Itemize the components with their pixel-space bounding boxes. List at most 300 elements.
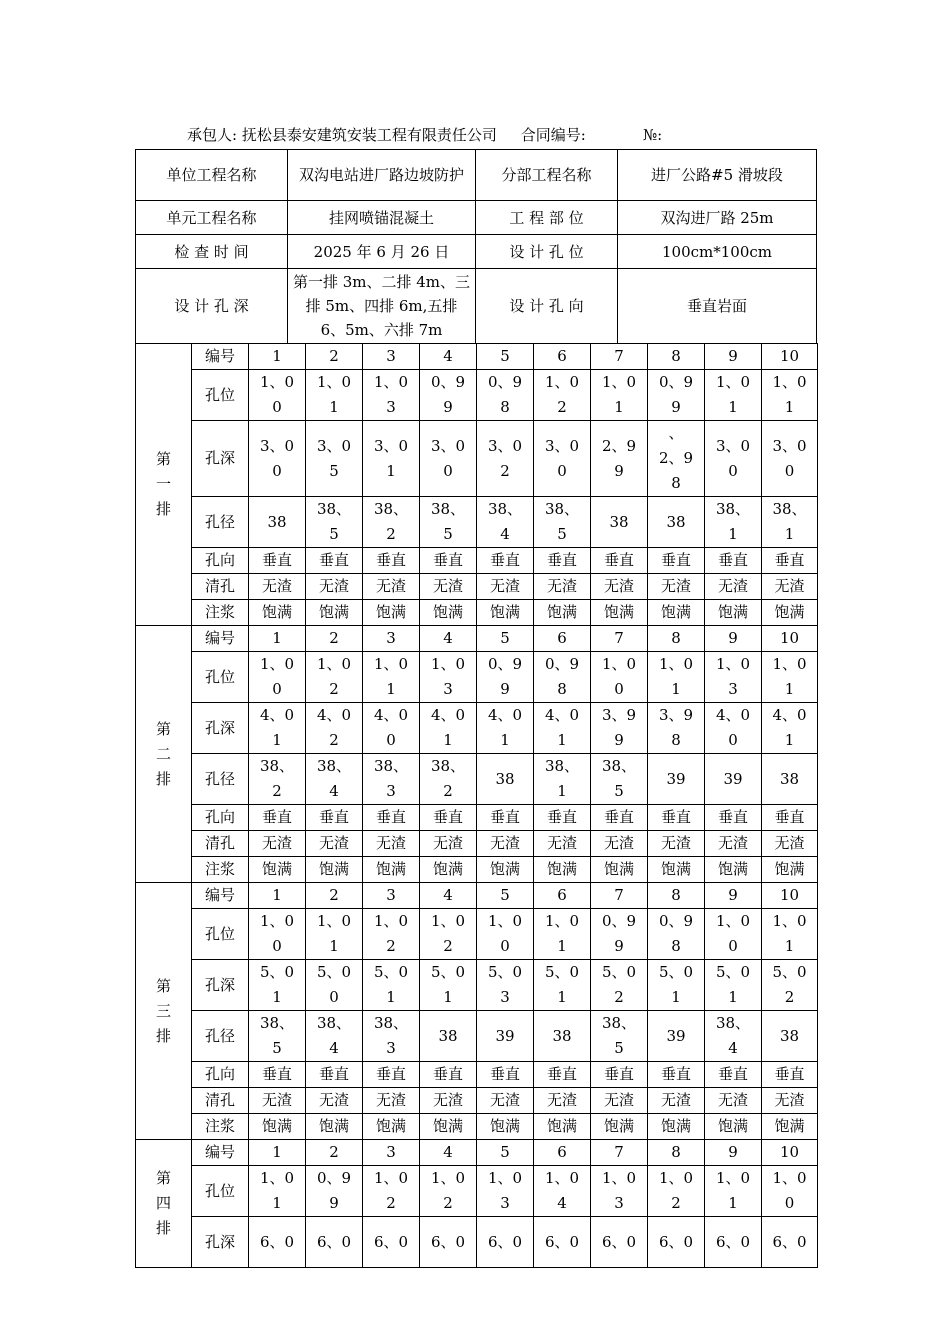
cell-direction: 垂直 xyxy=(249,805,306,831)
row-label-grouting: 注浆 xyxy=(192,1114,249,1140)
row-label-grouting: 注浆 xyxy=(192,857,249,883)
row-label-number: 编号 xyxy=(192,626,249,652)
cell-value: 38 xyxy=(779,1026,800,1045)
check-time-value: 2025 年 6 月 26 日 xyxy=(288,235,476,269)
row-label-diameter: 孔径 xyxy=(192,1011,249,1062)
cell-value: 6、0 xyxy=(373,1232,409,1251)
row-label-direction: 孔向 xyxy=(192,548,249,574)
cell-cleaning: 无渣 xyxy=(363,1088,420,1114)
table-row xyxy=(136,652,818,703)
cell-diameter xyxy=(420,497,477,548)
cell-depth xyxy=(591,703,648,754)
cell-position xyxy=(648,370,705,421)
cell-position xyxy=(363,909,420,960)
check-time-label: 检 查 时 间 xyxy=(136,235,288,269)
cell-number: 3 xyxy=(363,344,420,370)
cell-value: 39 xyxy=(495,1026,515,1045)
cell-value: 1、03 xyxy=(430,655,466,698)
cell-position xyxy=(534,652,591,703)
cell-diameter xyxy=(591,497,648,548)
cell-grouting: 饱满 xyxy=(420,857,477,883)
table-row xyxy=(136,1166,818,1217)
hole-position-value: 100cm*100cm xyxy=(618,235,817,269)
contractor-label: 承包人: xyxy=(187,126,238,144)
cell-value: 1、02 xyxy=(658,1169,694,1212)
cell-position xyxy=(534,909,591,960)
cell-number: 10 xyxy=(762,626,818,652)
cell-direction: 垂直 xyxy=(363,548,420,574)
cell-grouting: 饱满 xyxy=(249,1114,306,1140)
cell-value: 6、0 xyxy=(715,1232,751,1251)
cell-value: 1、01 xyxy=(316,912,352,955)
cell-cleaning: 无渣 xyxy=(705,574,762,600)
cell-depth xyxy=(477,421,534,497)
cell-grouting: 饱满 xyxy=(534,857,591,883)
location-value: 双沟进厂路 25m xyxy=(618,201,817,235)
cell-grouting: 饱满 xyxy=(363,857,420,883)
row-label-cleaning: 清孔 xyxy=(192,574,249,600)
cell-value: 38、5 xyxy=(259,1014,295,1057)
cell-direction: 垂直 xyxy=(477,548,534,574)
cell-value: 1、02 xyxy=(430,1169,466,1212)
cell-cleaning: 无渣 xyxy=(363,574,420,600)
location-label: 工 程 部 位 xyxy=(476,201,618,235)
row-label-position: 孔位 xyxy=(192,1166,249,1217)
cell-value: 6、0 xyxy=(601,1232,637,1251)
unit-project-label: 单位工程名称 xyxy=(136,150,288,201)
cell-diameter xyxy=(363,497,420,548)
cell-value: 0、98 xyxy=(487,373,523,416)
sub-project-value: 进厂公路#5 滑坡段 xyxy=(618,150,817,201)
row-label-direction: 孔向 xyxy=(192,805,249,831)
cell-depth xyxy=(306,960,363,1011)
cell-position xyxy=(534,370,591,421)
cell-number: 4 xyxy=(420,344,477,370)
cell-direction: 垂直 xyxy=(306,1062,363,1088)
cell-depth xyxy=(591,1217,648,1268)
cell-position xyxy=(762,909,818,960)
cell-value: 1、01 xyxy=(658,655,694,698)
cell-value: 38 xyxy=(552,1026,572,1045)
cell-value: 3、01 xyxy=(373,436,409,480)
cell-value: 1、00 xyxy=(487,912,523,955)
cell-grouting: 饱满 xyxy=(363,600,420,626)
cell-depth xyxy=(534,421,591,497)
cell-value: 0、99 xyxy=(487,655,523,698)
cell-diameter xyxy=(477,754,534,805)
cell-direction: 垂直 xyxy=(249,1062,306,1088)
table-row xyxy=(136,1114,818,1140)
element-project-label: 单元工程名称 xyxy=(136,201,288,235)
cell-cleaning: 无渣 xyxy=(762,1088,818,1114)
cell-value: 6、0 xyxy=(544,1232,580,1251)
cell-diameter xyxy=(420,1011,477,1062)
cell-cleaning: 无渣 xyxy=(648,574,705,600)
cell-direction: 垂直 xyxy=(762,548,818,574)
cell-value: 38、5 xyxy=(601,757,637,800)
cell-value: 3、00 xyxy=(430,436,466,480)
cell-grouting: 饱满 xyxy=(591,600,648,626)
cell-position xyxy=(762,1166,818,1217)
table-row xyxy=(136,574,818,600)
cell-cleaning: 无渣 xyxy=(420,831,477,857)
cell-cleaning: 无渣 xyxy=(477,831,534,857)
cell-number: 5 xyxy=(477,626,534,652)
cell-grouting: 饱满 xyxy=(477,600,534,626)
cell-value: 0、99 xyxy=(658,373,694,416)
cell-value: 38 xyxy=(267,512,287,531)
table-row xyxy=(136,1217,818,1268)
cell-value: 3、02 xyxy=(487,436,523,480)
cell-diameter xyxy=(477,1011,534,1062)
cell-value: 38 xyxy=(779,769,800,788)
cell-depth xyxy=(762,1217,818,1268)
row-label-number: 编号 xyxy=(192,344,249,370)
cell-value: 1、01 xyxy=(259,1169,295,1212)
cell-grouting: 饱满 xyxy=(306,600,363,626)
cell-number: 9 xyxy=(705,1140,762,1166)
cell-number: 2 xyxy=(306,626,363,652)
cell-direction: 垂直 xyxy=(591,1062,648,1088)
cell-position xyxy=(705,652,762,703)
row-group-name: 第四排 xyxy=(155,1169,171,1237)
cell-value: 1、02 xyxy=(373,912,409,955)
cell-value: 3、00 xyxy=(715,436,751,480)
info-row xyxy=(136,201,817,235)
cell-value: 5、01 xyxy=(373,963,409,1006)
cell-position xyxy=(591,909,648,960)
cell-depth xyxy=(705,703,762,754)
hole-position-label: 设 计 孔 位 xyxy=(476,235,618,269)
cell-position xyxy=(705,370,762,421)
cell-value: 0、99 xyxy=(430,373,466,416)
cell-value: 1、01 xyxy=(772,373,807,416)
cell-direction: 垂直 xyxy=(420,1062,477,1088)
cell-cleaning: 无渣 xyxy=(705,1088,762,1114)
cell-position xyxy=(534,1166,591,1217)
table-row xyxy=(136,703,818,754)
cell-value: 38、5 xyxy=(544,500,580,543)
cell-grouting: 饱满 xyxy=(591,857,648,883)
cell-position xyxy=(591,1166,648,1217)
cell-value: 1、03 xyxy=(601,1169,637,1212)
table-row xyxy=(136,626,818,652)
cell-depth xyxy=(363,703,420,754)
cell-direction: 垂直 xyxy=(306,548,363,574)
cell-diameter xyxy=(249,497,306,548)
cell-value: 4、00 xyxy=(373,706,409,749)
cell-number: 6 xyxy=(534,626,591,652)
cell-diameter xyxy=(420,754,477,805)
row-label-position: 孔位 xyxy=(192,370,249,421)
table-row xyxy=(136,1011,818,1062)
cell-depth xyxy=(705,421,762,497)
cell-grouting: 饱满 xyxy=(705,1114,762,1140)
cell-value: 、2、98 xyxy=(658,424,694,492)
cell-number: 8 xyxy=(648,344,705,370)
header-line xyxy=(187,124,662,145)
cell-grouting: 饱满 xyxy=(762,600,818,626)
cell-value: 38、4 xyxy=(316,1014,352,1057)
sub-project-label: 分部工程名称 xyxy=(476,150,618,201)
cell-direction: 垂直 xyxy=(534,548,591,574)
cell-value: 6、0 xyxy=(430,1232,466,1251)
cell-value: 38、2 xyxy=(373,500,409,543)
cell-cleaning: 无渣 xyxy=(534,1088,591,1114)
cell-value: 1、04 xyxy=(544,1169,580,1212)
cell-number: 4 xyxy=(420,626,477,652)
cell-diameter xyxy=(705,497,762,548)
table-row xyxy=(136,831,818,857)
cell-number: 9 xyxy=(705,883,762,909)
table-row xyxy=(136,497,818,548)
cell-value: 38 xyxy=(438,1026,458,1045)
cell-cleaning: 无渣 xyxy=(420,574,477,600)
cell-number: 4 xyxy=(420,1140,477,1166)
cell-value: 38、3 xyxy=(373,1014,409,1057)
cell-number: 7 xyxy=(591,1140,648,1166)
cell-value: 38 xyxy=(666,512,686,531)
cell-position xyxy=(249,1166,306,1217)
cell-value: 1、01 xyxy=(316,373,352,416)
cell-grouting: 饱满 xyxy=(420,600,477,626)
unit-project-value: 双沟电站进厂路边坡防护 xyxy=(288,150,476,201)
cell-cleaning: 无渣 xyxy=(249,1088,306,1114)
cell-value: 5、01 xyxy=(544,963,580,1006)
cell-position xyxy=(762,652,818,703)
cell-grouting: 饱满 xyxy=(249,600,306,626)
cell-grouting: 饱满 xyxy=(762,857,818,883)
cell-position xyxy=(705,909,762,960)
cell-diameter xyxy=(363,754,420,805)
cell-cleaning: 无渣 xyxy=(249,574,306,600)
cell-direction: 垂直 xyxy=(648,548,705,574)
cell-number: 2 xyxy=(306,883,363,909)
cell-grouting: 饱满 xyxy=(534,1114,591,1140)
cell-depth xyxy=(591,960,648,1011)
table-row xyxy=(136,370,818,421)
cell-depth xyxy=(705,1217,762,1268)
cell-cleaning: 无渣 xyxy=(363,831,420,857)
cell-grouting: 饱满 xyxy=(306,1114,363,1140)
cell-value: 5、00 xyxy=(316,963,352,1006)
cell-value: 38、1 xyxy=(772,500,807,543)
cell-value: 4、01 xyxy=(544,706,580,749)
info-row xyxy=(136,269,817,344)
cell-depth xyxy=(420,960,477,1011)
cell-diameter xyxy=(534,497,591,548)
cell-depth xyxy=(477,1217,534,1268)
cell-number: 10 xyxy=(762,1140,818,1166)
cell-value: 4、01 xyxy=(487,706,523,749)
cell-depth xyxy=(762,703,818,754)
cell-position xyxy=(477,370,534,421)
cell-value: 6、0 xyxy=(487,1232,523,1251)
cell-cleaning: 无渣 xyxy=(591,1088,648,1114)
cell-cleaning: 无渣 xyxy=(306,1088,363,1114)
cell-diameter xyxy=(249,754,306,805)
cell-number: 3 xyxy=(363,1140,420,1166)
cell-position xyxy=(591,370,648,421)
cell-value: 5、03 xyxy=(487,963,523,1006)
cell-diameter xyxy=(534,1011,591,1062)
row-label-number: 编号 xyxy=(192,1140,249,1166)
cell-position xyxy=(306,370,363,421)
cell-position xyxy=(363,652,420,703)
cell-value: 4、01 xyxy=(430,706,466,749)
table-row xyxy=(136,548,818,574)
table-row xyxy=(136,600,818,626)
cell-depth xyxy=(306,703,363,754)
cell-value: 38、5 xyxy=(601,1014,637,1057)
cell-cleaning: 无渣 xyxy=(648,831,705,857)
project-info-table xyxy=(135,149,817,344)
cell-value: 1、01 xyxy=(715,373,751,416)
cell-value: 3、00 xyxy=(259,436,295,480)
cell-value: 4、02 xyxy=(316,706,352,749)
table-row xyxy=(136,805,818,831)
cell-number: 2 xyxy=(306,1140,363,1166)
row-group-name: 第一排 xyxy=(155,450,171,518)
cell-value: 1、00 xyxy=(772,1169,807,1212)
cell-value: 0、98 xyxy=(544,655,580,698)
cell-grouting: 饱满 xyxy=(648,857,705,883)
cell-value: 3、00 xyxy=(544,436,580,480)
cell-number: 1 xyxy=(249,883,306,909)
cell-diameter xyxy=(705,754,762,805)
cell-depth xyxy=(420,421,477,497)
cell-number: 10 xyxy=(762,344,818,370)
row-label-depth: 孔深 xyxy=(192,421,249,497)
row-label-cleaning: 清孔 xyxy=(192,1088,249,1114)
cell-value: 6、0 xyxy=(772,1232,807,1251)
info-row xyxy=(136,150,817,201)
cell-diameter xyxy=(648,497,705,548)
cell-direction: 垂直 xyxy=(363,1062,420,1088)
cell-value: 38、2 xyxy=(430,757,466,800)
cell-position xyxy=(648,909,705,960)
table-row xyxy=(136,421,818,497)
cell-value: 1、00 xyxy=(715,912,751,955)
cell-direction: 垂直 xyxy=(648,1062,705,1088)
cell-diameter xyxy=(534,754,591,805)
cell-number: 1 xyxy=(249,344,306,370)
cell-value: 38、5 xyxy=(316,500,352,543)
cell-direction: 垂直 xyxy=(648,805,705,831)
cell-direction: 垂直 xyxy=(477,805,534,831)
cell-direction: 垂直 xyxy=(705,548,762,574)
cell-number: 3 xyxy=(363,883,420,909)
cell-value: 3、00 xyxy=(772,436,807,480)
cell-position xyxy=(249,370,306,421)
cell-value: 38、4 xyxy=(715,1014,751,1057)
hole-inspection-table xyxy=(135,343,818,1268)
cell-depth xyxy=(306,1217,363,1268)
cell-value: 38、4 xyxy=(316,757,352,800)
cell-value: 1、02 xyxy=(373,1169,409,1212)
row-label-position: 孔位 xyxy=(192,652,249,703)
cell-cleaning: 无渣 xyxy=(705,831,762,857)
cell-cleaning: 无渣 xyxy=(534,574,591,600)
cell-grouting: 饱满 xyxy=(534,600,591,626)
table-row xyxy=(136,1062,818,1088)
table-row xyxy=(136,1088,818,1114)
cell-cleaning: 无渣 xyxy=(477,574,534,600)
cell-value: 1、01 xyxy=(715,1169,751,1212)
cell-position xyxy=(249,909,306,960)
cell-value: 38 xyxy=(495,769,515,788)
cell-depth xyxy=(648,421,705,497)
cell-grouting: 饱满 xyxy=(363,1114,420,1140)
cell-depth xyxy=(762,421,818,497)
cell-number: 8 xyxy=(648,1140,705,1166)
cell-diameter xyxy=(591,754,648,805)
cell-value: 0、99 xyxy=(316,1169,352,1212)
cell-number: 6 xyxy=(534,883,591,909)
cell-cleaning: 无渣 xyxy=(591,574,648,600)
cell-value: 38 xyxy=(609,512,629,531)
table-row xyxy=(136,857,818,883)
cell-position xyxy=(420,370,477,421)
cell-value: 5、01 xyxy=(430,963,466,1006)
cell-direction: 垂直 xyxy=(306,805,363,831)
cell-grouting: 饱满 xyxy=(705,857,762,883)
cell-depth xyxy=(648,960,705,1011)
cell-number: 7 xyxy=(591,883,648,909)
cell-value: 38、1 xyxy=(715,500,751,543)
table-row xyxy=(136,960,818,1011)
row-label-diameter: 孔径 xyxy=(192,497,249,548)
cell-diameter xyxy=(363,1011,420,1062)
row-label-diameter: 孔径 xyxy=(192,754,249,805)
cell-value: 4、01 xyxy=(259,706,295,749)
row-label-position: 孔位 xyxy=(192,909,249,960)
cell-depth xyxy=(534,960,591,1011)
cell-position xyxy=(306,909,363,960)
cell-value: 38、5 xyxy=(430,500,466,543)
cell-depth xyxy=(705,960,762,1011)
cell-number: 5 xyxy=(477,344,534,370)
row-group-label xyxy=(136,344,192,626)
cell-grouting: 饱满 xyxy=(306,857,363,883)
contractor-name: 抚松县泰安建筑安装工程有限责任公司 xyxy=(241,126,497,144)
row-label-direction: 孔向 xyxy=(192,1062,249,1088)
cell-direction: 垂直 xyxy=(762,805,818,831)
cell-position xyxy=(705,1166,762,1217)
cell-cleaning: 无渣 xyxy=(591,831,648,857)
cell-value: 1、01 xyxy=(772,655,807,698)
cell-direction: 垂直 xyxy=(363,805,420,831)
cell-number: 9 xyxy=(705,344,762,370)
cell-position xyxy=(477,909,534,960)
row-label-depth: 孔深 xyxy=(192,1217,249,1268)
hole-direction-value: 垂直岩面 xyxy=(618,269,817,344)
cell-depth xyxy=(363,1217,420,1268)
cell-direction: 垂直 xyxy=(534,805,591,831)
cell-direction: 垂直 xyxy=(249,548,306,574)
cell-diameter xyxy=(648,1011,705,1062)
cell-position xyxy=(249,652,306,703)
cell-value: 38、4 xyxy=(487,500,523,543)
cell-value: 0、99 xyxy=(601,912,637,955)
cell-position xyxy=(363,370,420,421)
cell-diameter xyxy=(591,1011,648,1062)
cell-value: 6、0 xyxy=(658,1232,694,1251)
table-row xyxy=(136,909,818,960)
cell-number: 6 xyxy=(534,344,591,370)
cell-value: 4、01 xyxy=(772,706,807,749)
cell-number: 10 xyxy=(762,883,818,909)
